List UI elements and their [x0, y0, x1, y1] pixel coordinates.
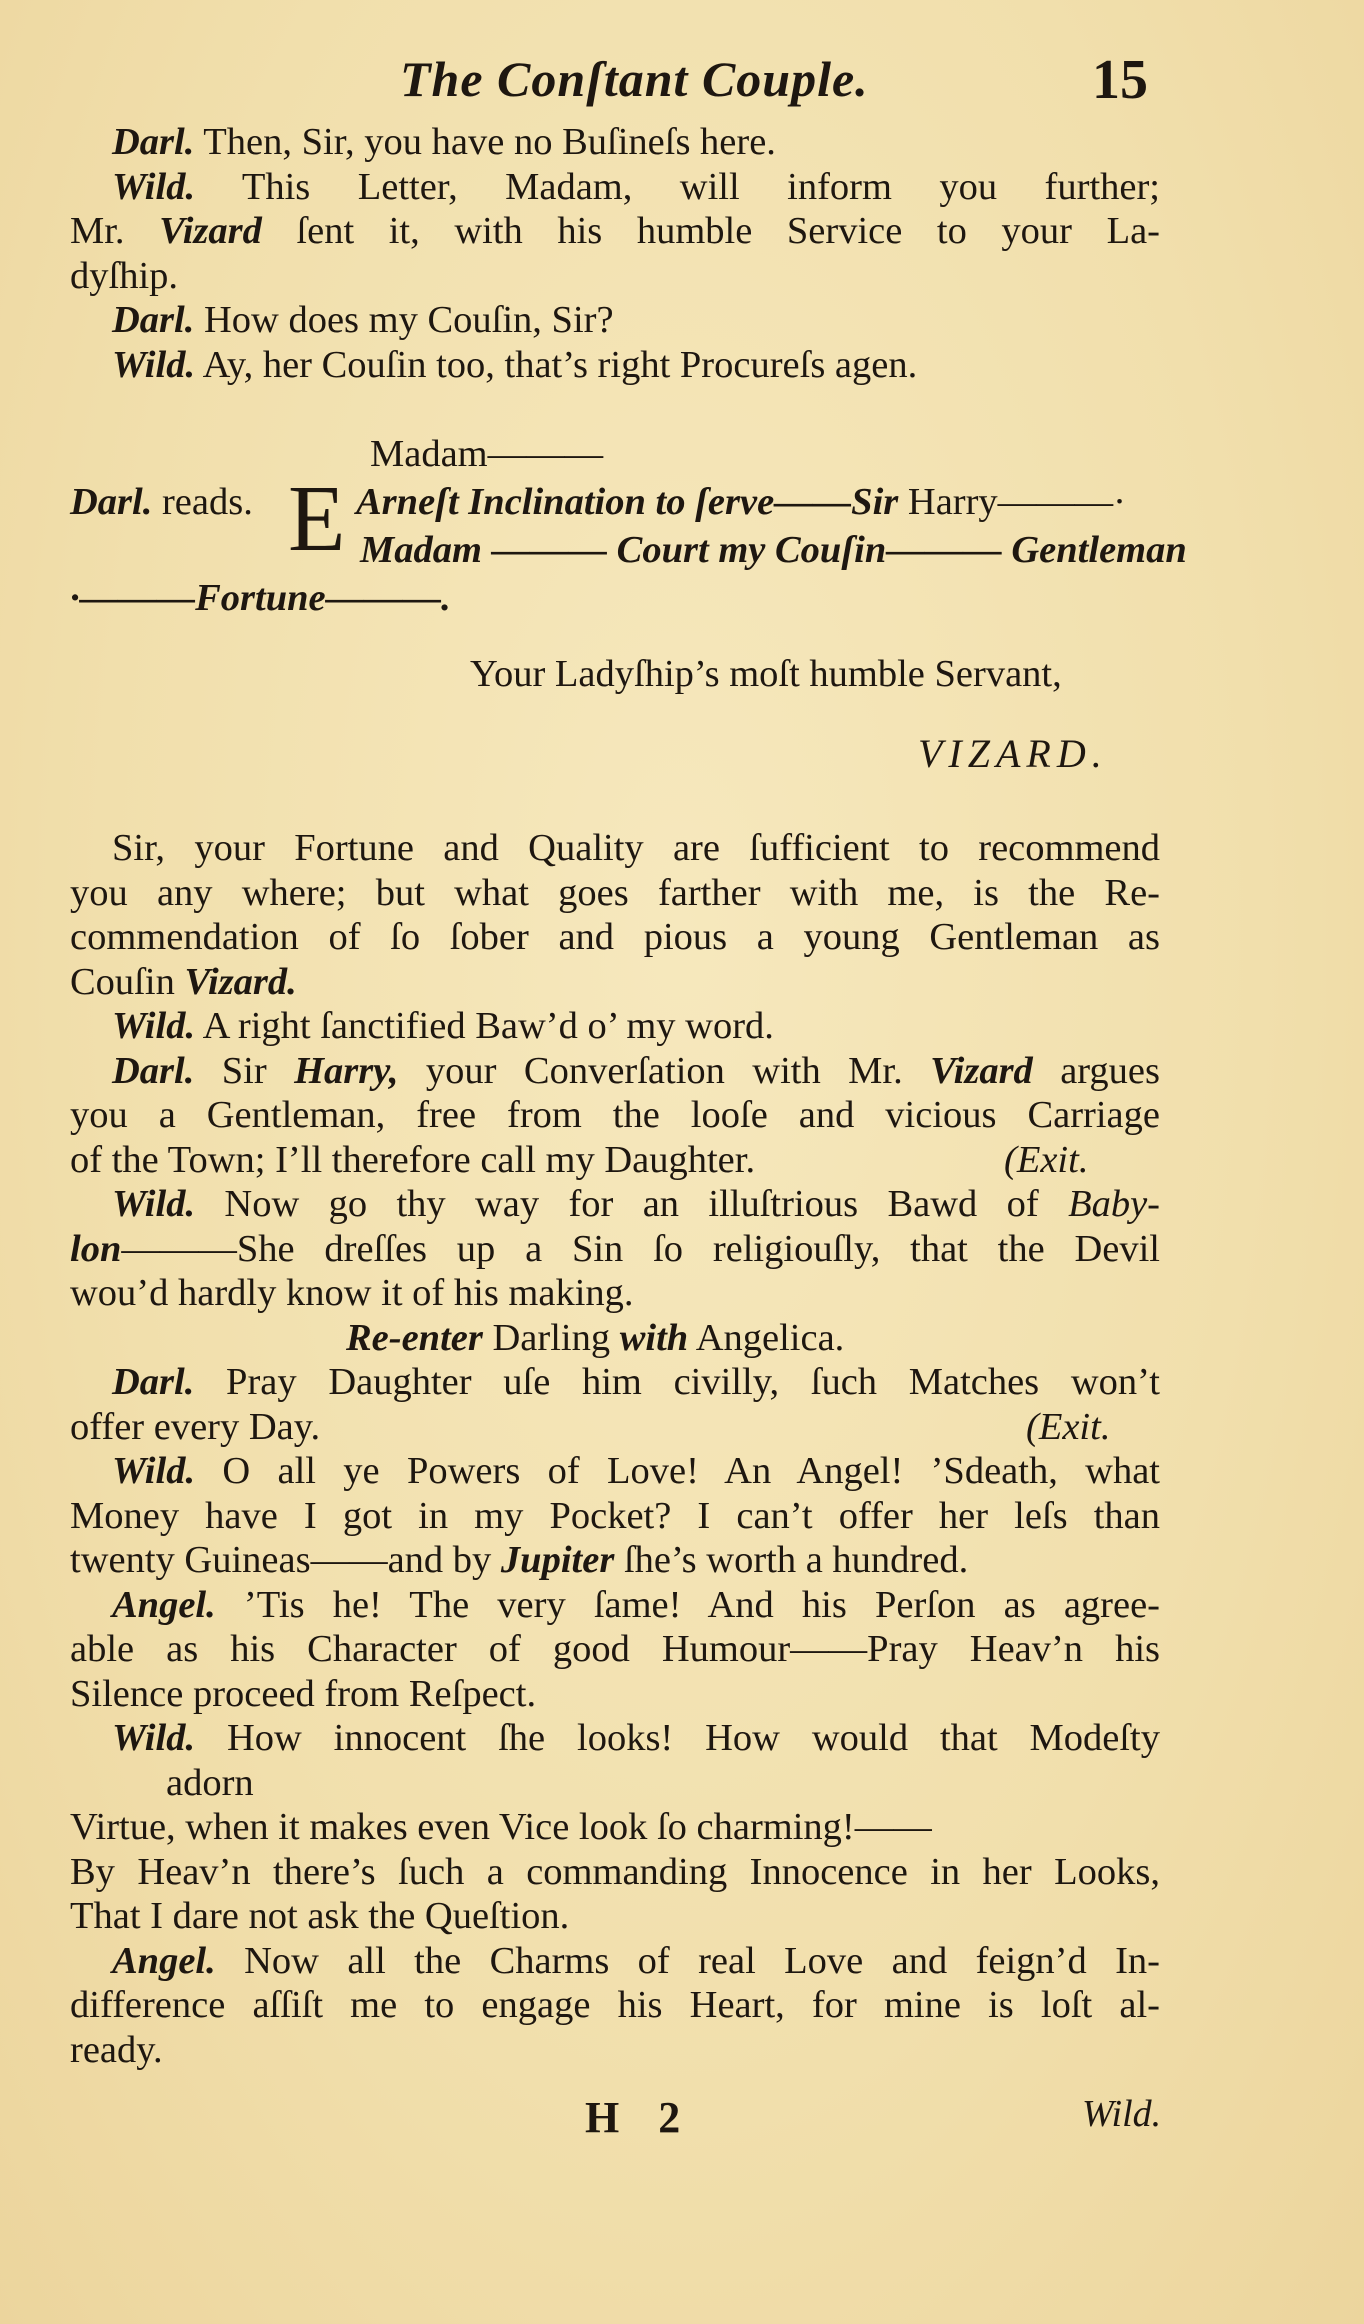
dialogue-line [70, 1716, 1160, 1761]
line-text: Ay, her Couſin too, that’s right Procureſs agen. [195, 343, 918, 386]
speaker-tag: Darl. [112, 1361, 195, 1403]
line-text: A right ſanctified Baw’d o’ my word. [195, 1005, 774, 1047]
dialogue-line [70, 2028, 1160, 2073]
letter-reader [70, 480, 253, 524]
dialogue-line [70, 1939, 1160, 1984]
italic-name: Harry, [294, 1049, 399, 1092]
speaker-tag: Wild. [112, 1450, 196, 1492]
verse-line [70, 1761, 1160, 1806]
line-text: ready. [70, 2028, 163, 2071]
line-text: ———She dreſſes up a Sin ſo religiouſly, that the Devil [121, 1227, 1160, 1270]
dialogue-line [70, 1138, 1160, 1183]
stage-direction: Re-enter [346, 1316, 483, 1359]
dialogue-line [70, 254, 1160, 299]
speaker-tag: Darl. [112, 299, 195, 341]
letter-block [70, 432, 1187, 672]
speaker-tag: Darl. [70, 481, 153, 523]
dialogue-line [70, 1494, 1160, 1539]
letter-heading: Madam——— [370, 433, 604, 475]
line-text: adorn [166, 1761, 254, 1804]
italic-name: lon [70, 1227, 122, 1270]
line-text: O all ye Powers of Love! An Angel! ’Sdeath, what [195, 1450, 1160, 1492]
line-text: offer every Day. [70, 1405, 321, 1448]
line-text: dyſhip. [70, 254, 179, 297]
line-text: Harry———· [898, 481, 1126, 523]
page-number: 15 [1092, 49, 1148, 111]
line-text: That I dare not ask the Queſtion. [70, 1895, 570, 1937]
line-text: Sir, your Fortune and Quality are ſufficient to recommend [112, 827, 1160, 869]
italic-name: Jupiter [500, 1539, 615, 1581]
line-text: wou’d hardly know it of his making. [70, 1272, 634, 1314]
dialogue-line [70, 826, 1160, 871]
dialogue-line [70, 1449, 1160, 1494]
line-text: difference aſſiſt me to engage his Heart, for mine is loſt al- [70, 1984, 1160, 2026]
line-text: of the Town; I’ll therefore call my Daughter. [70, 1138, 756, 1181]
line-text: twenty Guineas——and by [70, 1539, 501, 1581]
italic-name: Vizard [159, 210, 262, 252]
line-text: Now all the Charms of real Love and feign’d In- [215, 1939, 1160, 1982]
line-text: Virtue, when it makes even Vice look ſo charming!—— [70, 1806, 932, 1848]
stage-direction-line [70, 1316, 1160, 1361]
letter-signature: VIZARD. [918, 731, 1108, 776]
line-text: Pray Daughter uſe him civilly, ſuch Matches won’t [194, 1361, 1160, 1403]
dialogue-line [70, 1004, 1160, 1049]
line-text: ’Tis he! The very ſame! And his Perſon as agree- [215, 1583, 1160, 1626]
dialogue-line [70, 1093, 1160, 1138]
line-text: Couſin [70, 960, 185, 1003]
dialogue-line [70, 1182, 1160, 1227]
dialogue-line [70, 1227, 1160, 1272]
dialogue-line [70, 1627, 1160, 1672]
line-text: Mr. [70, 210, 160, 252]
italic-name: Vizard [930, 1049, 1033, 1092]
stage-direction: (Exit. [1026, 1405, 1111, 1448]
line-text: Silence proceed from Reſpect. [70, 1672, 537, 1715]
verse-line [70, 1805, 1160, 1850]
dialogue-line [70, 960, 1160, 1005]
speaker-tag: Darl. [112, 1049, 195, 1092]
line-text: Arneſt Inclination to ſerve——Sir [356, 481, 899, 523]
line-text: Angelica. [688, 1316, 845, 1359]
line-text: argues [1032, 1049, 1160, 1092]
line-text: ſent it, with his humble Service to your La- [261, 210, 1160, 252]
dialogue-line [70, 1983, 1160, 2028]
stage-direction: (Exit. [1004, 1138, 1089, 1181]
line-text: How does my Couſin, Sir? [194, 299, 614, 341]
dialogue-line [70, 1583, 1160, 1628]
verse-line [70, 1850, 1160, 1895]
line-text: reads. [152, 481, 253, 523]
dialogue-line [70, 1538, 1160, 1583]
dialogue-line [70, 1672, 1160, 1717]
dialogue-line [70, 209, 1160, 254]
speaker-tag: Wild. [112, 1183, 196, 1225]
running-title: The Conſtant Couple. [400, 51, 869, 107]
main-dialogue [70, 826, 1160, 2072]
line-text: Then, Sir, you have no Buſineſs here. [194, 121, 776, 163]
line-text: Money have I got in my Pocket? I can’t offer her leſs than [70, 1494, 1160, 1537]
dialogue-line [70, 871, 1160, 916]
speaker-tag: Wild. [112, 1005, 196, 1047]
italic-name: Vizard. [184, 960, 297, 1003]
speaker-tag: Angel. [112, 1583, 216, 1626]
dialogue-line [70, 1271, 1160, 1316]
opening-dialogue [70, 120, 1160, 387]
speaker-tag: Darl. [112, 121, 195, 163]
verse-line [70, 1894, 1160, 1939]
line-text: you any where; but what goes farther with me, is the Re- [70, 871, 1160, 914]
line-text: Sir [194, 1049, 295, 1092]
line-text: your Converſation with Mr. [398, 1049, 931, 1092]
dialogue-line [70, 1360, 1160, 1405]
italic-name: Baby- [1068, 1183, 1160, 1225]
line-text: By Heav’n there’s ſuch a commanding Innocence in her Looks, [70, 1850, 1160, 1893]
speaker-tag: Angel. [112, 1939, 216, 1982]
dialogue-line [70, 915, 1160, 960]
speaker-tag: Wild. [112, 343, 196, 386]
dialogue-line [70, 343, 1160, 388]
page-header [0, 44, 1364, 114]
line-text: able as his Character of good Humour——Pray Heav’n his [70, 1628, 1160, 1670]
dialogue-line [70, 1049, 1160, 1094]
line-text: This Letter, Madam, will inform you further; [195, 165, 1160, 208]
line-text: Darling [482, 1316, 620, 1359]
stage-direction: with [619, 1316, 689, 1359]
dialogue-line [70, 120, 1160, 165]
line-text: ſhe’s worth a hundred. [614, 1539, 969, 1581]
speaker-tag: Wild. [112, 165, 196, 208]
letter-closing: Your Ladyſhip’s moſt humble Servant, [470, 653, 1062, 695]
line-text: you a Gentleman, free from the looſe and vicious Carriage [70, 1094, 1160, 1136]
letter-line: ·———Fortune———. [70, 577, 451, 619]
signature-mark: H 2 [585, 2093, 695, 2142]
line-text: How innocent ſhe looks! How would that Modeſty [195, 1717, 1160, 1759]
dialogue-line [70, 298, 1160, 343]
letter-line: Madam ——— Court my Couſin——— Gentleman [360, 529, 1187, 571]
dialogue-line [70, 1405, 1160, 1450]
line-text: Now go thy way for an illuſtrious Bawd of [195, 1183, 1069, 1225]
line-text: commendation of ſo ſober and pious a young Gentleman as [70, 916, 1160, 958]
speaker-tag: Wild. [112, 1717, 196, 1759]
drop-cap: E [288, 467, 346, 571]
letter-line [356, 480, 1126, 524]
catchword: Wild. [1082, 2093, 1162, 2135]
dialogue-line [70, 165, 1160, 210]
